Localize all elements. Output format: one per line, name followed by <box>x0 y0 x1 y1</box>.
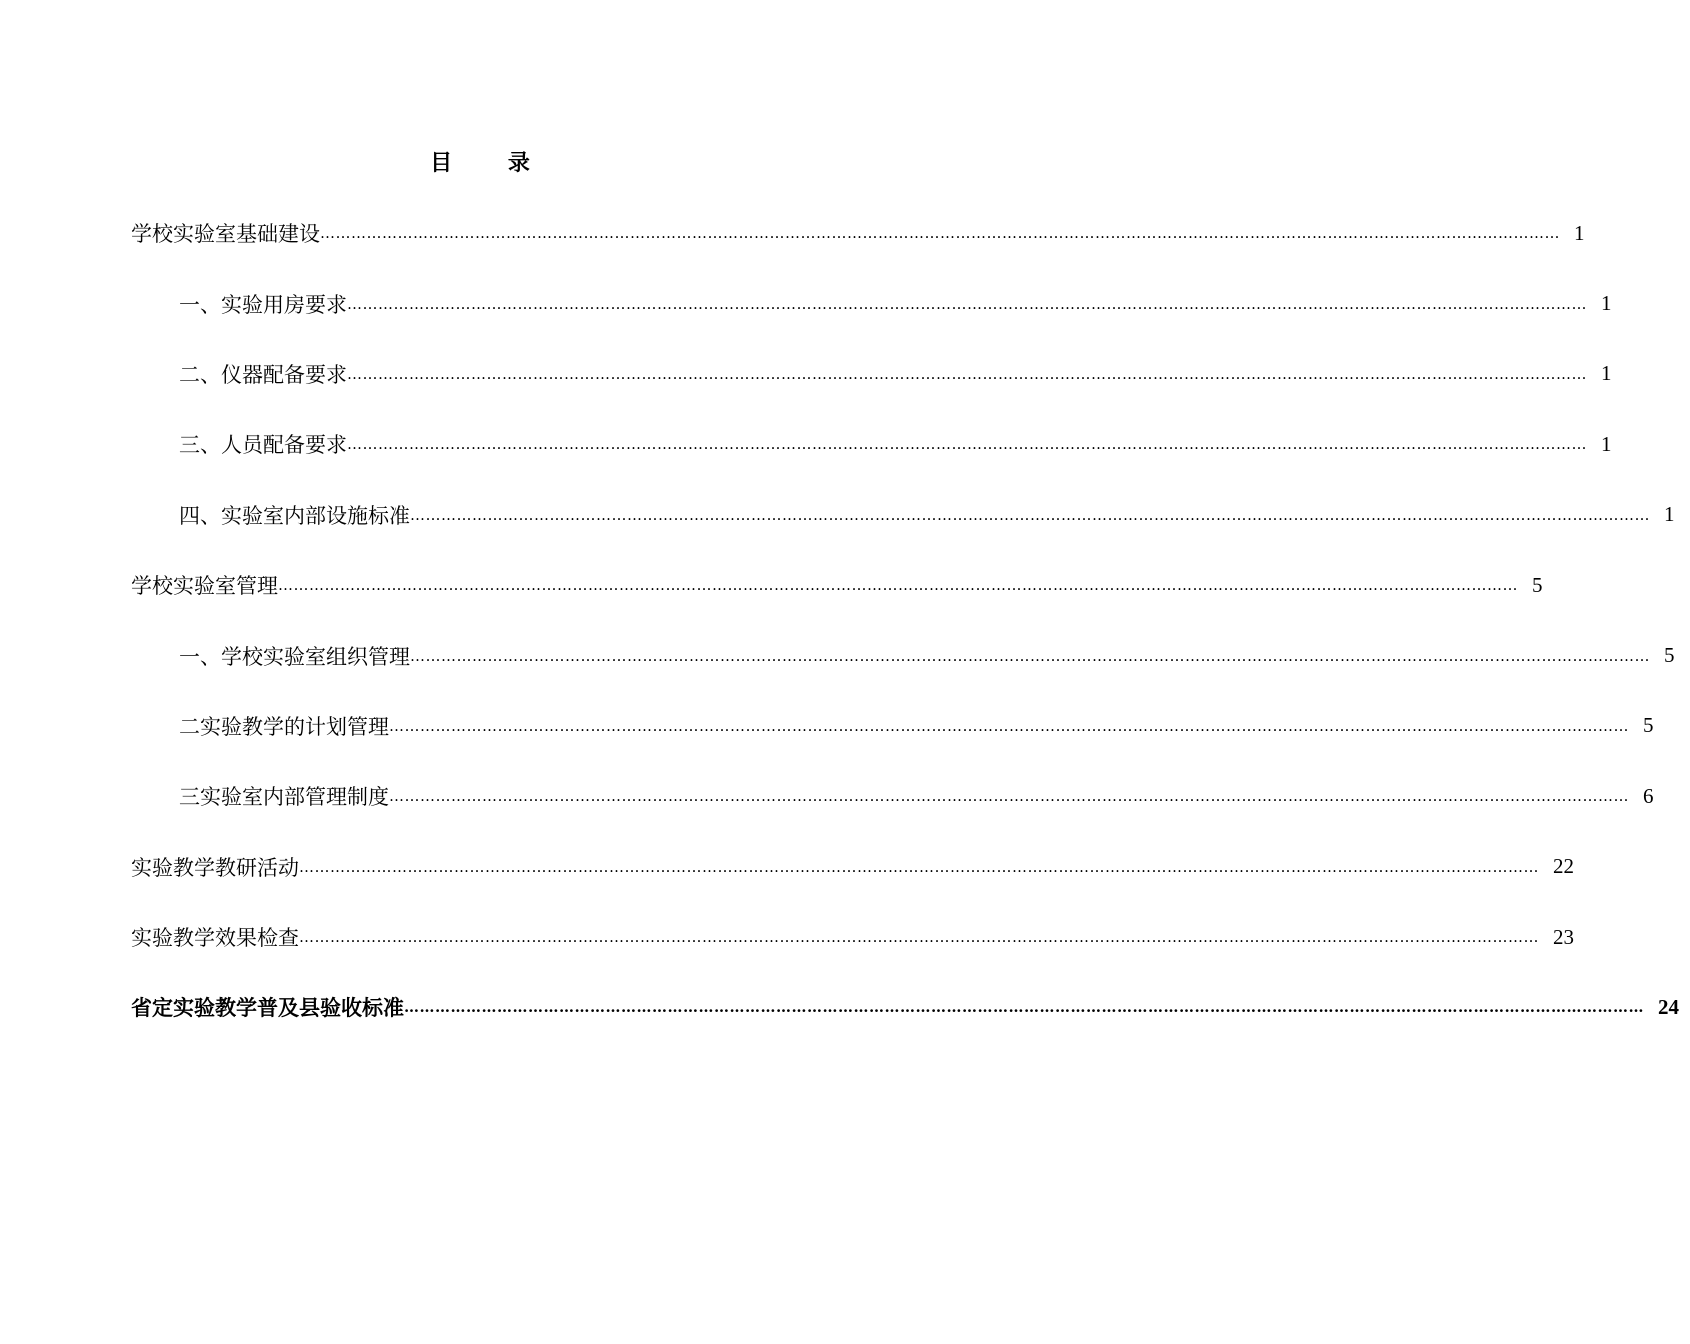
toc-entry[interactable] <box>131 268 1612 338</box>
toc-entry-title: 三实验室内部管理制度 <box>179 785 389 810</box>
toc-entry[interactable] <box>131 902 1574 972</box>
toc-entry-title: 学校实验室基础建设 <box>131 222 320 247</box>
toc-entry-title: 一、实验用房要求 <box>179 292 347 317</box>
toc-entry-title: 三、人员配备要求 <box>179 433 347 458</box>
dot-leader: …………………………………………………………………………………………………………………………………………………………………………………………………………………… <box>299 928 1539 947</box>
dot-leader: …………………………………………………………………………………………………………………………………………………………………………………………………………………… <box>347 435 1587 454</box>
dot-leader: …………………………………………………………………………………………………………………………………………………………………………………………………………………… <box>347 364 1587 383</box>
dot-leader: …………………………………………………………………………………………………………………………………………………………………………………………………………………… <box>299 857 1539 876</box>
toc-entry-title: 二、仪器配备要求 <box>179 362 347 387</box>
dot-leader: …………………………………………………………………………………………………………………………………………………………………………………………………………………… <box>404 998 1644 1017</box>
toc-entry-title: 省定实验教学普及县验收标准 <box>131 995 404 1021</box>
toc-entry[interactable] <box>131 691 1654 761</box>
toc-entry[interactable] <box>131 339 1612 409</box>
toc-entry[interactable] <box>131 832 1574 902</box>
toc-page-number: 22 <box>1553 854 1574 879</box>
toc-page-number: 1 <box>1574 220 1585 245</box>
toc-entry[interactable] <box>131 198 1585 268</box>
dot-leader: …………………………………………………………………………………………………………………………………………………………………………………………………………………… <box>389 716 1629 735</box>
toc-page-number: 1 <box>1601 291 1612 316</box>
toc-page-number: 5 <box>1643 713 1654 738</box>
toc-page-number: 5 <box>1532 572 1543 597</box>
toc-entry-title: 学校实验室管理 <box>131 574 278 599</box>
toc-entry-title: 四、实验室内部设施标准 <box>179 503 410 528</box>
dot-leader: …………………………………………………………………………………………………………………………………………………………………………………………………………………… <box>320 224 1560 243</box>
toc-page-number: 1 <box>1664 502 1675 527</box>
dot-leader: …………………………………………………………………………………………………………………………………………………………………………………………………………………… <box>410 505 1650 524</box>
dot-leader: …………………………………………………………………………………………………………………………………………………………………………………………………………………… <box>278 576 1518 595</box>
table-of-contents <box>131 198 1679 1043</box>
toc-entry[interactable] <box>131 409 1612 479</box>
dot-leader: …………………………………………………………………………………………………………………………………………………………………………………………………………………… <box>389 787 1629 806</box>
toc-page-number: 24 <box>1658 994 1679 1019</box>
toc-entry-title: 二实验教学的计划管理 <box>179 714 389 739</box>
toc-page-number: 1 <box>1601 361 1612 386</box>
toc-page-number: 5 <box>1664 643 1675 668</box>
toc-page-number: 1 <box>1601 431 1612 456</box>
toc-entry[interactable] <box>131 480 1675 550</box>
toc-entry[interactable] <box>131 620 1675 690</box>
toc-entry[interactable] <box>131 761 1654 831</box>
toc-entry-title: 实验教学效果检查 <box>131 926 299 951</box>
toc-entry-title: 实验教学教研活动 <box>131 855 299 880</box>
toc-entry[interactable] <box>131 550 1543 620</box>
toc-entry-title: 一、学校实验室组织管理 <box>179 644 410 669</box>
dot-leader: …………………………………………………………………………………………………………………………………………………………………………………………………………………… <box>410 646 1650 665</box>
toc-entry[interactable] <box>131 972 1679 1042</box>
dot-leader: …………………………………………………………………………………………………………………………………………………………………………………………………………………… <box>347 294 1587 313</box>
toc-page-number: 6 <box>1643 783 1654 808</box>
toc-page-number: 23 <box>1553 924 1574 949</box>
toc-title: 目 录 <box>430 150 554 176</box>
